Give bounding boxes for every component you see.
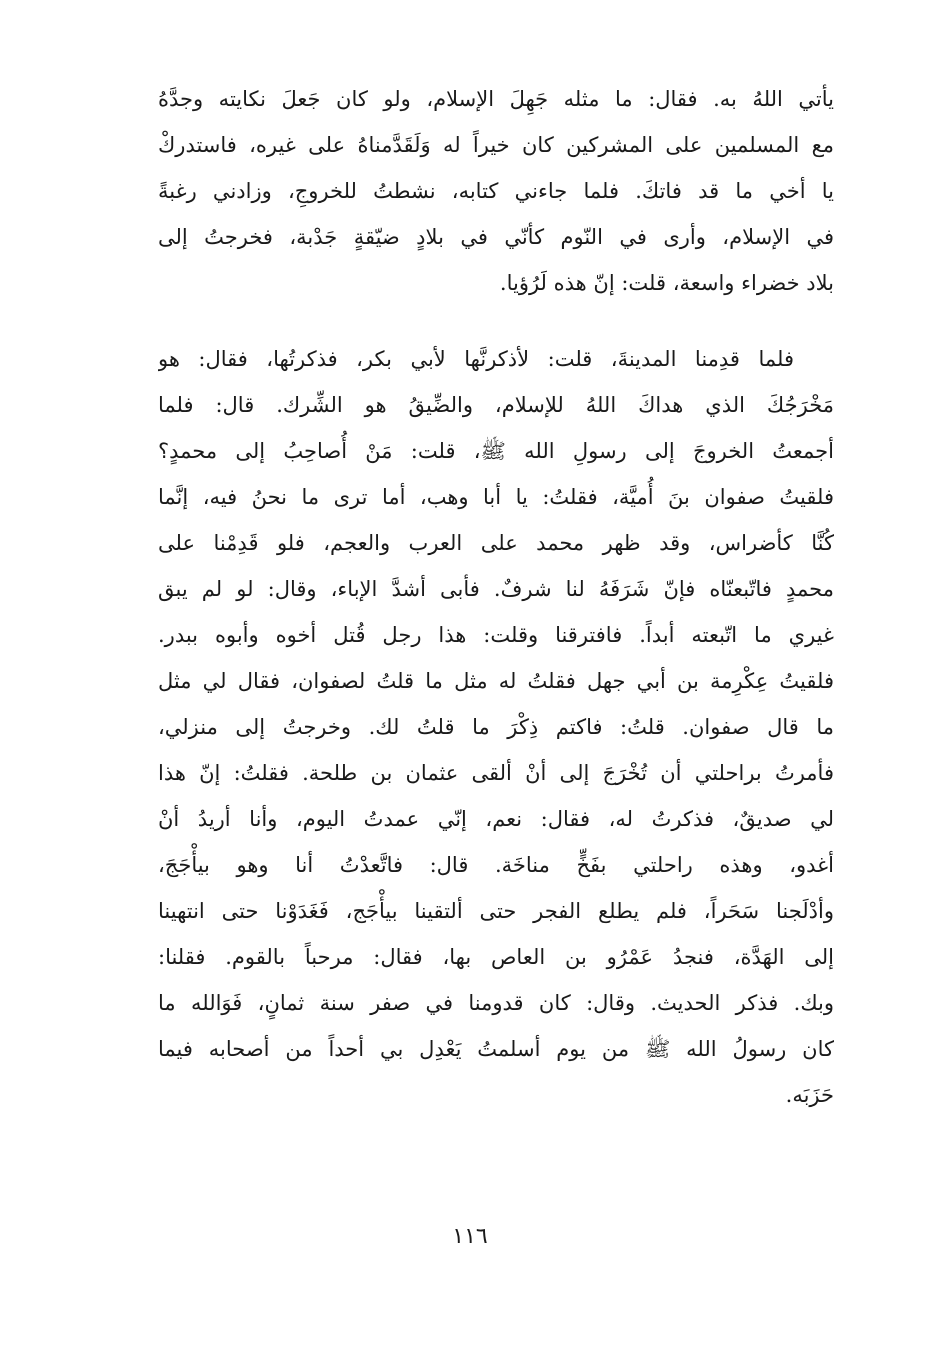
text-line: كان رسولُ الله ﷺ من يوم أسلمتُ يَعْدِل بي أحداً من أصحابه فيما bbox=[158, 1037, 834, 1061]
body-text bbox=[158, 76, 834, 1118]
text-line: كُنَّا كأضراس، وقد ظهر محمد على العرب والعجم، فلو قَدِمْنا على bbox=[158, 531, 834, 555]
paragraph-1 bbox=[158, 76, 834, 306]
text-line: إلى الهَدَّة، فنجدُ عَمْرُو بن العاص بها، فقال: مرحباً بالقوم. فقلنا: bbox=[158, 945, 834, 969]
text-line: يأتي اللهُ به. فقال: ما مثله جَهِلَ الإسلام، ولو كان جَعلَ نكايته وجدَّهُ bbox=[158, 87, 834, 111]
text-line: يا أخي ما قد فاتكَ. فلما جاءني كتابه، نشطتُ للخروجِ، وزادني رغبةً bbox=[158, 179, 834, 203]
text-line: أغدو، وهذه راحلتي بفَخٍّ مناخَة. قال: فاتَّعدْتُ أنا وهو بيأْجَجَ، bbox=[158, 853, 834, 877]
text-line: غيري ما اتّبعته أبداً. فافترقنا وقلت: هذا رجل قُتل أخوه وأبوه ببدر. bbox=[158, 623, 834, 647]
paragraph-spacer bbox=[158, 306, 834, 336]
text-line: في الإسلام، وأرى في النّوم كأنّي في بلادٍ ضيّقةٍ جَدْبة، فخرجتُ إلى bbox=[158, 225, 834, 249]
text-line: مَخْرَجُكَ الذي هداكَ اللهُ للإسلام، والضِّيقُ هو الشِّرك. قال: فلما bbox=[158, 393, 834, 417]
text-line: أجمعتُ الخروجَ إلى رسولِ الله ﷺ، قلت: مَنْ أُصاحِبُ إلى محمدٍ؟ bbox=[158, 439, 834, 463]
text-line: بلاد خضراء واسعة، قلت: إنّ هذه لَرُؤيا. bbox=[499, 271, 834, 295]
text-line: ما قال صفوان. قلتُ: فاكتم ذِكْرَ ما قلتُ لك. وخرجتُ إلى منزلي، bbox=[158, 715, 834, 739]
paragraph-2 bbox=[158, 336, 834, 1118]
text-line: مع المسلمين على المشركين كان خيراً له وَلَقَدَّمناهُ على غيره، فاستدركْ bbox=[158, 133, 834, 157]
text-line: فلقيتُ صفوان بنَ أُميَّة، فقلتُ: يا أبا وهب، أما ترى ما نحنُ فيه، إنَّما bbox=[158, 485, 834, 509]
text-line: حَزَبَه. bbox=[785, 1083, 834, 1107]
text-line: وبك. فذكر الحديث. وقال: كان قدومنا في صفر سنة ثمانٍ، فَوَالله ما bbox=[158, 991, 834, 1015]
text-line: فأمرتُ براحلتي أن تُخْرَجَ إلى أنْ ألقى عثمان بن طلحة. فقلتُ: إنّ هذا bbox=[158, 761, 834, 785]
text-line: لي صديقٌ، فذكرتُ له، فقال: نعم، إنّي عمدتُ اليوم، وأنا أريدُ أنْ bbox=[158, 807, 834, 831]
page-number: ١١٦ bbox=[452, 1224, 488, 1249]
text-line: فلما قدِمنا المدينةَ، قلت: لأذكرنَّها لأبي بكر، فذكرتُها، فقال: هو bbox=[158, 347, 794, 371]
text-line: محمدٍ فاتّبعنّاه فإنّ شَرَفَهُ لنا شرفٌ. فأبى أشدَّ الإباء، وقال: لو لم يبق bbox=[158, 577, 834, 601]
text-line: وأدْلَجنا سَحَراً، فلم يطلع الفجر حتى ألتقينا بيأْجَج، فَغَدَوْنا حتى انتهينا bbox=[158, 899, 834, 923]
text-line: فلقيتُ عِكْرِمة بن أبي جهل فقلتُ له مثل ما قلتُ لصفوان، فقال لي مثل bbox=[158, 669, 834, 693]
